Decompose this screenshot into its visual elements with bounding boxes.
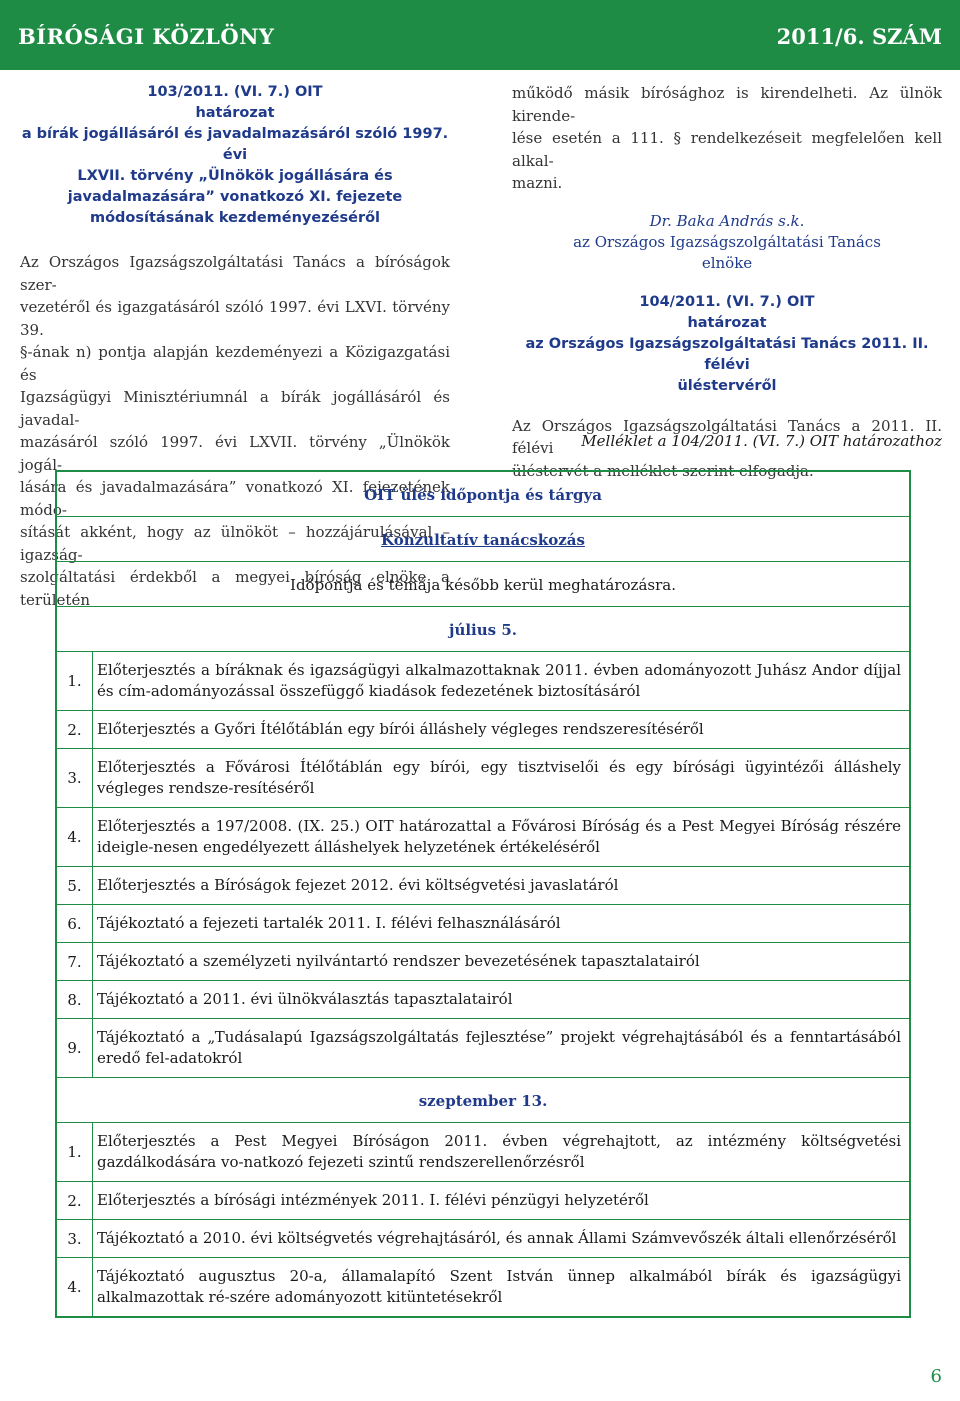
page-number: 6 bbox=[930, 1366, 942, 1387]
signature-block bbox=[512, 211, 942, 274]
journal-title: BÍRÓSÁGI KÖZLÖNY bbox=[18, 24, 275, 49]
item-number: 4. bbox=[57, 1258, 93, 1316]
agenda-item bbox=[57, 1019, 909, 1078]
item-text: Előterjesztés a Győri Ítélőtáblán egy bírói álláshely végleges rendszeresítéséről bbox=[97, 720, 704, 738]
body-line: Az Országos Igazságszolgáltatási Tanács a bíróságok szer- bbox=[20, 253, 450, 294]
agenda-item bbox=[57, 1182, 909, 1220]
item-number: 2. bbox=[57, 711, 93, 748]
heading-line: 103/2011. (VI. 7.) OIT bbox=[147, 84, 323, 100]
item-text: Előterjesztés a 197/2008. (IX. 25.) OIT határozattal a Fővárosi Bíróság és a Pest Megyei Bíróság részére ideigle-nesen engedélyezett álláshelyek helyzetének értékeléséről bbox=[97, 817, 901, 856]
resolution-103-body-continued bbox=[512, 82, 942, 195]
item-text: Előterjesztés a bírósági intézmények 2011. I. félévi pénzügyi helyzetéről bbox=[97, 1191, 649, 1209]
right-column bbox=[512, 82, 942, 482]
resolution-103-heading bbox=[20, 82, 450, 229]
body-line: §-ának n) pontja alapján kezdeményezi a Közigazgatási és bbox=[20, 343, 450, 384]
appendix-note: Melléklet a 104/2011. (VI. 7.) OIT határozathoz bbox=[581, 432, 942, 450]
signatory-role: az Országos Igazságszolgáltatási Tanács bbox=[573, 232, 881, 251]
agenda-item bbox=[57, 981, 909, 1019]
agenda-item bbox=[57, 1258, 909, 1316]
agenda-item bbox=[57, 808, 909, 867]
item-text: Előterjesztés a Pest Megyei Bíróságon 2011. évben végrehajtott, az intézmény költségvetési gazdálkodására vo-natkozó fejezeti szintű rendszerellenőrzésről bbox=[97, 1132, 901, 1171]
signatory-name: Dr. Baka András s.k. bbox=[649, 211, 805, 230]
agenda-item bbox=[57, 1123, 909, 1182]
item-text: Tájékoztató augusztus 20-a, államalapító Szent István ünnep alkalmából bírák és igazságügyi alkalmazottak ré-szére adományozott kitüntetésekről bbox=[97, 1267, 901, 1306]
body-line: mazásáról szóló 1997. évi LXVII. törvény „Ülnökök jogál- bbox=[20, 433, 450, 474]
item-text: Tájékoztató a személyzeti nyilvántartó rendszer bevezetésének tapasztalatairól bbox=[97, 952, 700, 970]
heading-line: üléstervéről bbox=[677, 377, 777, 394]
body-line: szolgáltatási érdekből a megyei bíróság elnöke a területén bbox=[20, 568, 450, 609]
body-line: lására és javadalmazására” vonatkozó XI. fejezetének módo- bbox=[20, 478, 450, 519]
agenda-item bbox=[57, 1220, 909, 1258]
item-number: 9. bbox=[57, 1019, 93, 1077]
item-number: 1. bbox=[57, 652, 93, 710]
item-text: Előterjesztés a bíráknak és igazságügyi alkalmazottaknak 2011. évben adományozott Juhász Andor díjjal és cím-adományozással összefüggő kiadások fedezetének biztosításáról bbox=[97, 661, 901, 700]
agenda-item bbox=[57, 749, 909, 808]
item-text: Tájékoztató a „Tudásalapú Igazságszolgáltatás fejlesztése” projekt végrehajtásából és a fenntartásából eredő fel-adatokról bbox=[97, 1028, 901, 1067]
item-text: Tájékoztató a 2011. évi ülnökválasztás tapasztalatairól bbox=[97, 990, 513, 1008]
heading-line: LXVII. törvény „Ülnökök jogállására és bbox=[77, 168, 393, 184]
body-line: vezetéről és igazgatásáról szóló 1997. évi LXVI. törvény 39. bbox=[20, 298, 450, 339]
item-number: 2. bbox=[57, 1182, 93, 1219]
agenda-item bbox=[57, 652, 909, 711]
item-number: 1. bbox=[57, 1123, 93, 1181]
item-number: 5. bbox=[57, 867, 93, 904]
agenda-item bbox=[57, 905, 909, 943]
session-date: július 5. bbox=[57, 607, 909, 652]
body-line: Igazságügyi Minisztériumnál a bírák jogállásáról és javadal- bbox=[20, 388, 450, 429]
heading-line: módosításának kezdeményezéséről bbox=[89, 210, 381, 226]
page-header bbox=[0, 0, 960, 70]
resolution-104-heading bbox=[512, 292, 942, 397]
item-text: Tájékoztató a fejezeti tartalék 2011. I. félévi felhasználásáról bbox=[97, 914, 561, 932]
consultation-title: Konzultatív tanácskozás bbox=[57, 517, 909, 562]
agenda-item bbox=[57, 867, 909, 905]
heading-line: javadalmazására” vonatkozó XI. fejezete bbox=[67, 189, 403, 205]
agenda-item bbox=[57, 711, 909, 749]
item-number: 7. bbox=[57, 943, 93, 980]
body-line: mazni. bbox=[512, 174, 563, 192]
signatory-role: elnöke bbox=[701, 253, 753, 272]
body-line: Az Országos Igazságszolgáltatási Tanács a 2011. II. félévi bbox=[512, 416, 942, 457]
issue-number: 2011/6. SZÁM bbox=[776, 24, 942, 49]
body-line: sítását akként, hogy az ülnököt – hozzájárulásával – igazság- bbox=[20, 523, 450, 564]
body-line: üléstervét a melléklet szerint elfogadja. bbox=[512, 461, 814, 480]
heading-line: határozat bbox=[195, 105, 275, 121]
item-text: Előterjesztés a Bíróságok fejezet 2012. évi költségvetési javaslatáról bbox=[97, 876, 619, 894]
item-number: 8. bbox=[57, 981, 93, 1018]
item-number: 6. bbox=[57, 905, 93, 942]
body-line: lése esetén a 111. § rendelkezéseit megfelelően kell alkal- bbox=[512, 129, 942, 170]
agenda-table bbox=[55, 470, 911, 1318]
item-number: 3. bbox=[57, 749, 93, 807]
heading-line: a bírák jogállásáról és javadalmazásáról szóló 1997. évi bbox=[21, 126, 449, 163]
agenda-title: OIT ülés időpontja és tárgya bbox=[57, 472, 909, 517]
heading-line: az Országos Igazságszolgáltatási Tanács 2011. II. félévi bbox=[525, 335, 929, 373]
heading-line: 104/2011. (VI. 7.) OIT bbox=[639, 293, 815, 310]
agenda-item bbox=[57, 943, 909, 981]
item-text: Tájékoztató a 2010. évi költségvetés végrehajtásáról, és annak Állami Számvevőszék általi ellenőrzéséről bbox=[97, 1229, 897, 1247]
item-number: 3. bbox=[57, 1220, 93, 1257]
body-line: működő másik bírósághoz is kirendelheti. Az ülnök kirende- bbox=[512, 84, 942, 125]
heading-line: határozat bbox=[687, 314, 767, 331]
consultation-note: Időpontja és témája később kerül meghatározásra. bbox=[57, 562, 909, 607]
item-number: 4. bbox=[57, 808, 93, 866]
item-text: Előterjesztés a Fővárosi Ítélőtáblán egy bírói, egy tisztviselői és egy bírósági ügyintézői álláshely végleges rendsze-resítéséről bbox=[97, 758, 901, 797]
session-date: szeptember 13. bbox=[57, 1078, 909, 1123]
